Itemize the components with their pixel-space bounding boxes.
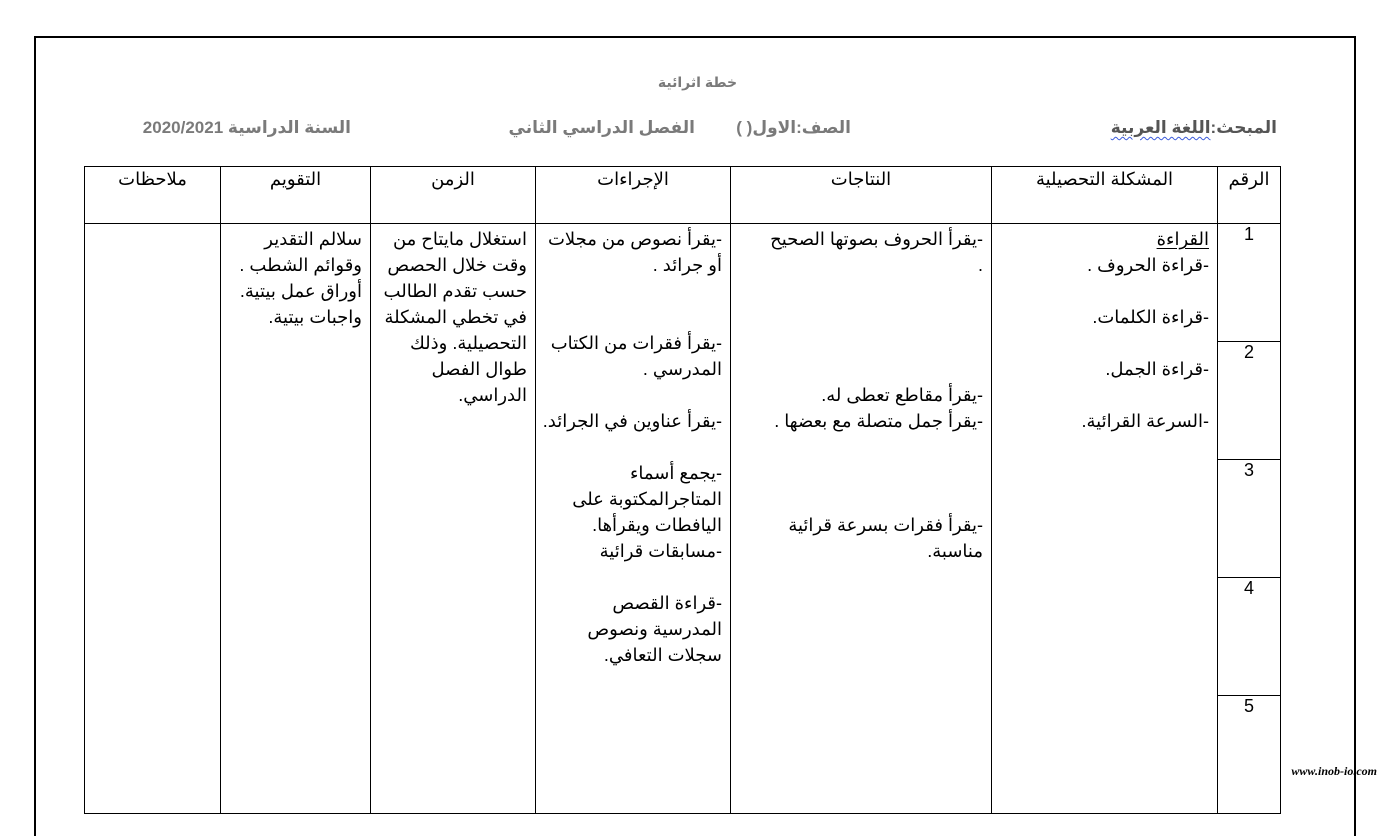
header-notes: ملاحظات bbox=[85, 167, 221, 224]
header-time: الزمن bbox=[371, 167, 536, 224]
procedure-item: -مسابقات قرائية bbox=[599, 541, 722, 561]
outcome-item: -يقرأ فقرات بسرعة قرائية مناسبة. bbox=[788, 515, 983, 561]
time-cell bbox=[371, 224, 536, 814]
evaluation-cell bbox=[221, 224, 371, 814]
header-procedures: الإجراءات bbox=[536, 167, 731, 224]
evaluation-item: وقوائم الشطب . bbox=[239, 255, 362, 275]
header-number: الرقم bbox=[1218, 167, 1281, 224]
outcomes-cell bbox=[731, 224, 992, 814]
procedure-item: -قراءة القصص المدرسية ونصوص سجلات التعافي. bbox=[587, 593, 722, 665]
outcome-item: . bbox=[977, 255, 983, 275]
table-header-row bbox=[85, 167, 1281, 224]
row-number: 4 bbox=[1218, 578, 1281, 696]
problem-item: -قراءة الجمل. bbox=[1105, 359, 1209, 379]
grade-header: الصف:الاول( ) bbox=[736, 118, 851, 137]
subject-header bbox=[1111, 118, 1277, 138]
outcome-item: -يقرأ مقاطع تعطى له. bbox=[821, 385, 983, 405]
watermark: www.inob-io.com bbox=[1291, 764, 1377, 778]
evaluation-item: أوراق عمل بيتية. bbox=[239, 281, 362, 301]
procedure-item: -يقرأ عناوين في الجرائد. bbox=[542, 411, 722, 431]
evaluation-item: واجبات بيتية. bbox=[268, 307, 362, 327]
table-row bbox=[85, 224, 1281, 342]
problem-heading: القراءة bbox=[1156, 229, 1209, 249]
document-title: خطة اثرائية bbox=[657, 74, 738, 90]
procedures-cell bbox=[536, 224, 731, 814]
row-number: 1 bbox=[1218, 224, 1281, 342]
problem-item: -قراءة الحروف . bbox=[1087, 255, 1209, 275]
header-evaluation: التقويم bbox=[221, 167, 371, 224]
evaluation-item: سلالم التقدير bbox=[264, 229, 362, 249]
procedure-item: -يقرأ فقرات من الكتاب المدرسي . bbox=[550, 333, 722, 379]
year-header: السنة الدراسية 2020/2021 bbox=[142, 118, 351, 137]
subject-label: المبحث: bbox=[1210, 118, 1277, 137]
procedure-item: -يجمع أسماء المتاجرالمكتوبة على اليافطات ويقرأها. bbox=[572, 463, 722, 535]
procedure-item: -يقرأ نصوص من مجلات أو جرائد . bbox=[547, 229, 722, 275]
problem-cell bbox=[992, 224, 1218, 814]
header-problem: المشكلة التحصيلية bbox=[992, 167, 1218, 224]
row-number: 3 bbox=[1218, 460, 1281, 578]
notes-cell bbox=[85, 224, 221, 814]
enrichment-plan-table bbox=[84, 166, 1281, 814]
outcome-item: -يقرأ جمل متصلة مع بعضها . bbox=[774, 411, 983, 431]
row-number: 2 bbox=[1218, 342, 1281, 460]
row-number: 5 bbox=[1218, 696, 1281, 814]
problem-item: -قراءة الكلمات. bbox=[1092, 307, 1209, 327]
outcome-item: -يقرأ الحروف بصوتها الصحيح bbox=[770, 229, 983, 249]
header-outcomes: النتاجات bbox=[731, 167, 992, 224]
subject-value: اللغة العربية bbox=[1110, 118, 1211, 137]
problem-item: -السرعة القرائية. bbox=[1081, 411, 1209, 431]
semester-header: الفصل الدراسي الثاني bbox=[508, 118, 695, 137]
time-text: استغلال مايتاح من وقت خلال الحصص حسب تقدم الطالب في تخطي المشكلة التحصيلية. وذلك طوال الفصل الدراسي. bbox=[383, 229, 527, 405]
